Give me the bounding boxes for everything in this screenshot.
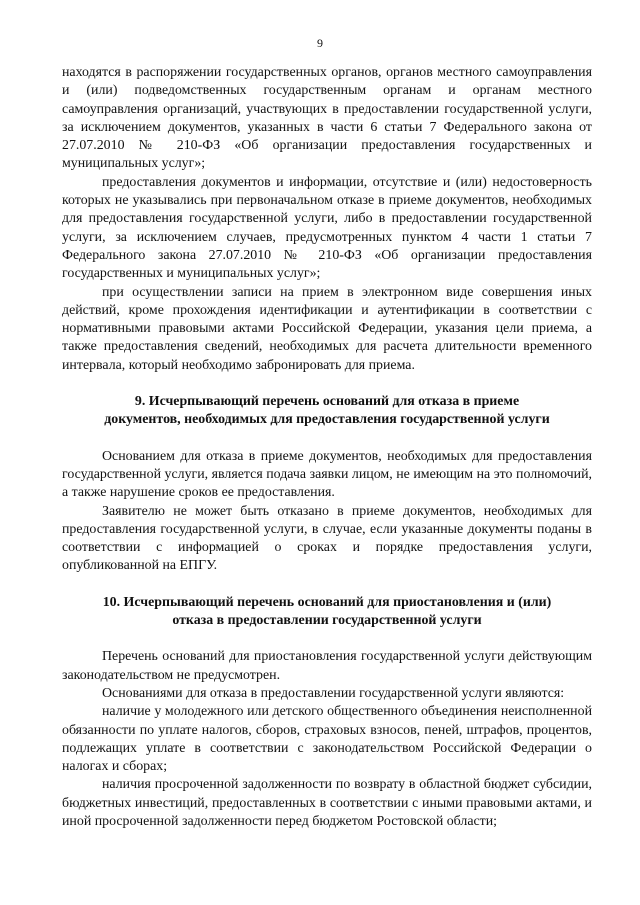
paragraph: наличия просроченной задолженности по возврату в областной бюджет субсидии, бюджетных инвестиций, предоставленных в соответствии с иными правовыми актами, и иной просроченной задолженности перед бюджетом Ростовской области; bbox=[62, 777, 592, 829]
section-9-heading bbox=[62, 393, 592, 430]
section-heading-line: документов, необходимых для предоставления государственной услуги bbox=[104, 412, 550, 428]
page-number: 9 bbox=[317, 36, 323, 50]
paragraph: при осуществлении записи на прием в электронном виде совершения иных действий, кроме прохождения идентификации и аутентификации в соответствии с нормативными правовыми актами Российской Федерации, указания цели приема, а также предоставления сведений, необходимых для расчета длительности временного интервала, который необходимо забронировать для приема. bbox=[62, 284, 592, 373]
paragraph: предоставления документов и информации, отсутствие и (или) недостоверность которых не указывались при первоначальном отказе в приеме документов, необходимых для предоставления государственной услуги, либо в предоставлении государственной услуги, за исключением случаев, предусмотренных пунктом 4 части 1 статьи 7 Федерального закона 27.07.2010 № 210-ФЗ «Об организации предоставления государственных и муниципальных услуг»; bbox=[62, 174, 592, 282]
page-content bbox=[62, 64, 592, 831]
paragraph: Основанием для отказа в приеме документов, необходимых для предоставления государственной услуги, является подача заявки лицом, не имеющим на это полномочий, а также нарушение сроков ее предоставления. bbox=[62, 448, 592, 501]
section-heading-line: отказа в предоставлении государственной услуги bbox=[172, 613, 482, 629]
paragraph: Перечень оснований для приостановления государственной услуги действующим законодательством не предусмотрен. bbox=[62, 649, 592, 683]
section-heading-line: 10. Исчерпывающий перечень оснований для приостановления и (или) bbox=[102, 594, 552, 610]
section-10-heading bbox=[62, 594, 592, 631]
paragraph: наличие у молодежного или детского общественного объединения неисполненной обязанности по уплате налогов, сборов, страховых взносов, пеней, штрафов, процентов, подлежащих уплате в соответствии с законодательством Российской Федерации о налогах и сборах; bbox=[62, 704, 592, 775]
paragraph: Основаниями для отказа в предоставлении государственной услуги являются: bbox=[102, 685, 565, 701]
paragraph: Заявителю не может быть отказано в приеме документов, необходимых для предоставления государственной услуги, в случае, если указанные документы поданы в соответствии с информацией о сроках и порядке предоставления услуги, опубликованной на ЕПГУ. bbox=[62, 503, 592, 574]
section-heading-line: 9. Исчерпывающий перечень оснований для отказа в приеме bbox=[134, 394, 520, 410]
paragraph-continuation: находятся в распоряжении государственных органов, органов местного самоуправления и (или) подведомственных государственным органам и органам местного самоуправления организаций, участвующих в предоставлении государственной услуги, за исключением документов, указанных в части 6 статьи 7 Федерального закона от 27.07.2010 № 210-ФЗ «Об организации предоставления государственных и муниципальных услуг»; bbox=[62, 65, 592, 172]
